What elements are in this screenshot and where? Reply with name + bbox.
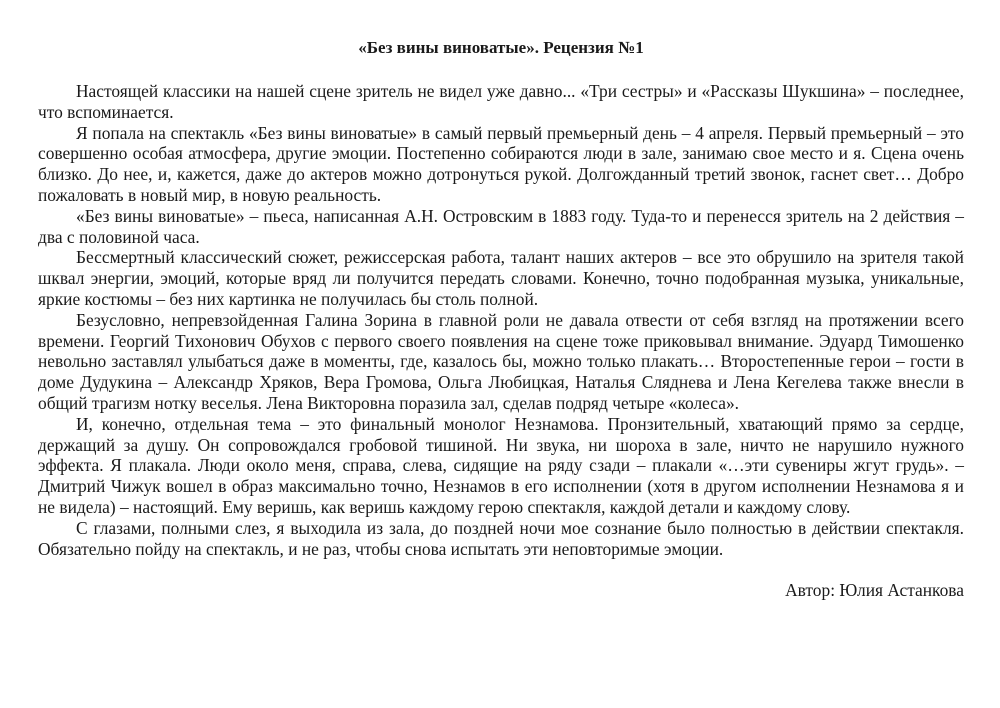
paragraph-3: «Без вины виноватые» – пьеса, написанная А.Н. Островским в 1883 году. Туда-то и перенесся зритель на 2 действия – два с половиной часа. [38,205,964,247]
paragraph-6: И, конечно, отдельная тема – это финальный монолог Незнамова. Пронзительный, хватающий прямо за сердце, держащий за душу. Он сопровождался гробовой тишиной. Ни звука, ни шороха в зале, ничто не нарушило нужного эффекта. Я плакала. Люди около меня, справа, слева, сидящие на ряду сзади – плакали «…эти сувениры жгут грудь». – Дмитрий Чижук вошел в образ максимально точно, Незнамов в его исполнении (хотя в другом исполнении Незнамова я и не видела) – настоящий. Ему веришь, как веришь каждому герою спектакля, каждой детали и каждому слову. [38,413,964,517]
document-page [38,38,964,601]
author-signature: Автор: Юлия Астанкова [785,580,964,601]
paragraph-2: Я попала на спектакль «Без вины виноватые» в самый первый премьерный день – 4 апреля. Первый премьерный – это совершенно особая атмосфера, другие эмоции. Постепенно собираются люди в зале, занимаю свое место и я. Сцена очень близко. До нее, и, кажется, даже до актеров можно дотронуться рукой. Долгожданный третий звонок, гаснет свет… Добро пожаловать в новый мир, в новую реальность. [38,122,964,205]
review-body [38,81,964,559]
paragraph-4: Бессмертный классический сюжет, режиссерская работа, талант наших актеров – все это обрушило на зрителя такой шквал энергии, эмоций, которые вряд ли получится передать словами. Конечно, точно подобранная музыка, уникальные, яркие костюмы – без них картинка не получилась бы столь полной. [38,247,964,309]
review-title: «Без вины виноватые». Рецензия №1 [358,38,644,57]
paragraph-7: С глазами, полными слез, я выходила из зала, до поздней ночи мое сознание было полностью в действии спектакля. Обязательно пойду на спектакль, и не раз, чтобы снова испытать эти неповторимые эмоции. [38,517,964,559]
paragraph-1: Настоящей классики на нашей сцене зритель не видел уже давно... «Три сестры» и «Рассказы Шукшина» – последнее, что вспоминается. [38,81,964,122]
paragraph-5: Безусловно, непревзойденная Галина Зорина в главной роли не давала отвести от себя взгляд на протяжении всего времени. Георгий Тихонович Обухов с первого своего появления на сцене тоже приковывал внимание. Эдуард Тимошенко невольно заставлял улыбаться даже в моменты, где, казалось бы, можно только плакать… Второстепенные герои – гости в доме Дудукина – Александр Хряков, Вера Громова, Ольга Любицкая, Наталья Сляднева и Лена Кегелева также внесли в общий трагизм нотку веселья. Лена Викторовна поразила зал, сделав подряд четыре «колеса». [38,309,964,413]
